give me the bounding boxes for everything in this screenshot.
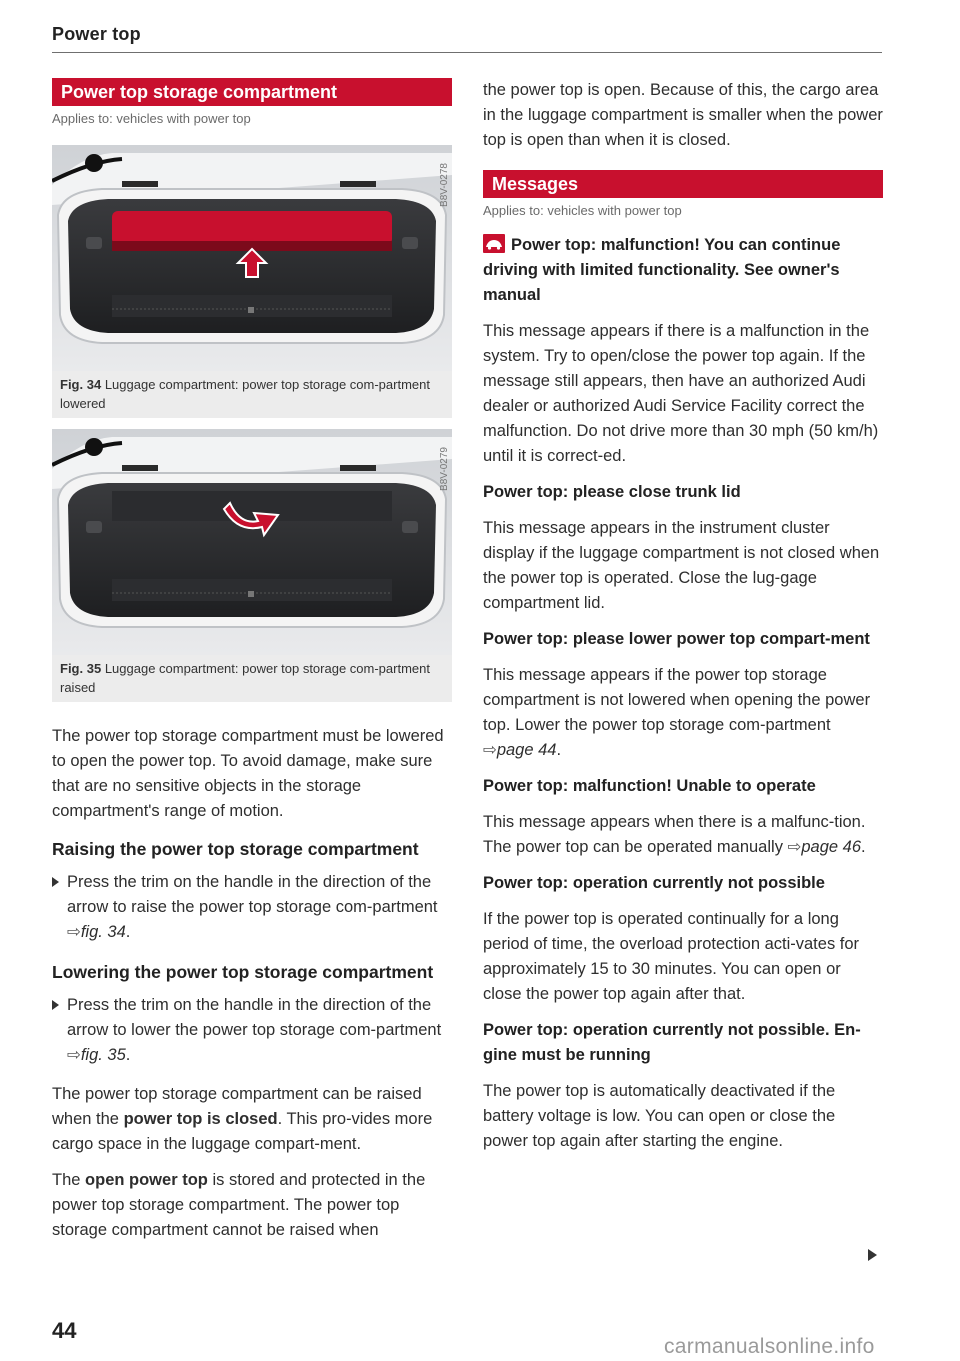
figure-34-label: Fig. 34 <box>60 377 102 392</box>
page-46-link[interactable]: page 46 <box>801 838 862 856</box>
raising-step: Press the trim on the handle in the direction of the arrow to raise the power top storage com-partment ⇨fig. 34. <box>52 870 452 945</box>
raised-text-bold: power top is closed <box>123 1110 278 1128</box>
message-title-lower-compartment: Power top: please lower power top compart-ment <box>483 630 870 648</box>
message-title-engine-running: Power top: operation currently not possible. En-gine must be running <box>483 1021 861 1064</box>
message-text-engine-running: The power top is automatically deactivated if the battery voltage is low. You can open or close the power top again after starting the engine. <box>483 1082 836 1150</box>
trunk-photo-raised <box>52 429 452 655</box>
figure-35-label: Fig. 35 <box>60 661 102 676</box>
message-title-unable-operate: Power top: malfunction! Unable to operate <box>483 777 816 795</box>
lowering-step: Press the trim on the handle in the direction of the arrow to lower the power top storage com-partment ⇨fig. 35. <box>52 993 452 1068</box>
cross-ref-arrow-icon: ⇨ <box>67 923 81 941</box>
cross-ref-arrow-icon: ⇨ <box>67 1046 81 1064</box>
open-top-paragraph <box>52 1168 452 1243</box>
cross-ref-arrow-icon: ⇨ <box>787 838 802 856</box>
left-column <box>52 78 452 1243</box>
applies-to-messages: Applies to: vehicles with power top <box>483 203 682 218</box>
message-text-close-trunk: This message appears in the instrument cluster display if the luggage compartment is not closed when the power top is operated. Close the lug-gage compartment lid. <box>483 519 880 612</box>
section-title-messages: Messages <box>483 170 883 198</box>
message-text-lower-a: This message appears if the power top storage compartment is not lowered when opening the power top. Lower the power top storage com-partment <box>483 666 871 734</box>
message-text-malfunction-limited: This message appears if there is a malfunction in the system. Try to open/close the power top again. If the message still appears, then have an authorized Audi dealer or authorized Audi Service Facility correct the malfunction. Do not drive more than 30 mph (50 km/h) until it is correct-ed. <box>483 322 879 465</box>
raising-heading: Raising the power top storage compartment <box>52 839 419 859</box>
message-text-unable-operate: This message appears when there is a malfunc-tion. The power top can be operated manually ⇨page 46. <box>483 813 866 856</box>
message-title-close-trunk: Power top: please close trunk lid <box>483 483 741 501</box>
figure-35-caption <box>52 655 452 702</box>
raised-text-b: . This pro-vides more cargo space in the luggage compart-ment. <box>52 1110 433 1153</box>
page-44-link[interactable]: page 44 <box>496 741 557 759</box>
power-top-warning-icon <box>483 234 505 253</box>
intro-paragraph: The power top storage compartment must be lowered to open the power top. To avoid damage, make sure that are no sensitive objects in the storage compartment's range of motion. <box>52 727 444 820</box>
raised-when-closed-paragraph <box>52 1082 452 1157</box>
trunk-photo-lowered <box>52 145 452 371</box>
message-text-unable-a: This message appears when there is a malfunc-tion. The power top can be operated manually <box>483 813 866 856</box>
message-title-not-possible: Power top: operation currently not possible <box>483 874 825 892</box>
figure-code-34: B8V-0278 <box>439 163 450 207</box>
open-text-bold: open power top <box>85 1171 208 1189</box>
lowering-step-text: Press the trim on the handle in the direction of the arrow to lower the power top storage com-partment <box>67 996 442 1039</box>
raising-fig-link[interactable]: fig. 34 <box>80 923 126 941</box>
watermark: carmanualsonline.info <box>664 1335 875 1358</box>
figure-34-caption <box>52 371 452 418</box>
message-title-malfunction-limited <box>483 233 883 308</box>
step-bullet-icon <box>52 1000 59 1010</box>
right-column <box>483 78 883 1154</box>
open-text-b: is stored and protected in the power top storage compartment. The power top storage compartment cannot be raised when <box>52 1171 426 1239</box>
continuation-paragraph: the power top is open. Because of this, the cargo area in the luggage compartment is smaller when the power top is open than when it is closed. <box>483 81 883 149</box>
cross-ref-arrow-icon: ⇨ <box>483 741 497 759</box>
open-text-a: The <box>52 1171 86 1189</box>
message-title-text: Power top: malfunction! You can continue driving with limited functionality. See owner's manual <box>483 236 841 304</box>
header-rule <box>52 52 882 53</box>
message-text-not-possible: If the power top is operated continually for a long period of time, the overload protection acti-vates for approximately 15 to 30 minutes. You can open or close the power top again after that. <box>483 910 860 1003</box>
figure-34-caption-text: Luggage compartment: power top storage com-partment lowered <box>60 377 430 411</box>
running-head: Power top <box>52 24 141 44</box>
step-bullet-icon <box>52 877 59 887</box>
message-text-lower-compartment: This message appears if the power top storage compartment is not lowered when opening the power top. Lower the power top storage com-partment ⇨page 44. <box>483 666 871 759</box>
section-title-storage: Power top storage compartment <box>52 78 452 106</box>
figure-35-caption-text: Luggage compartment: power top storage com-partment raised <box>60 661 430 695</box>
raising-step-text: Press the trim on the handle in the direction of the arrow to raise the power top storage com-partment <box>67 873 438 916</box>
figure-34 <box>52 145 452 418</box>
applies-to-storage: Applies to: vehicles with power top <box>52 111 251 126</box>
lowering-fig-link[interactable]: fig. 35 <box>80 1046 126 1064</box>
figure-35 <box>52 429 452 702</box>
raised-text-a: The power top storage compartment can be raised when the <box>52 1085 422 1128</box>
figure-code-35: B8V-0279 <box>439 447 450 491</box>
lowering-heading: Lowering the power top storage compartment <box>52 962 434 982</box>
continue-arrow-icon <box>868 1249 877 1261</box>
page-number: 44 <box>52 1318 77 1343</box>
